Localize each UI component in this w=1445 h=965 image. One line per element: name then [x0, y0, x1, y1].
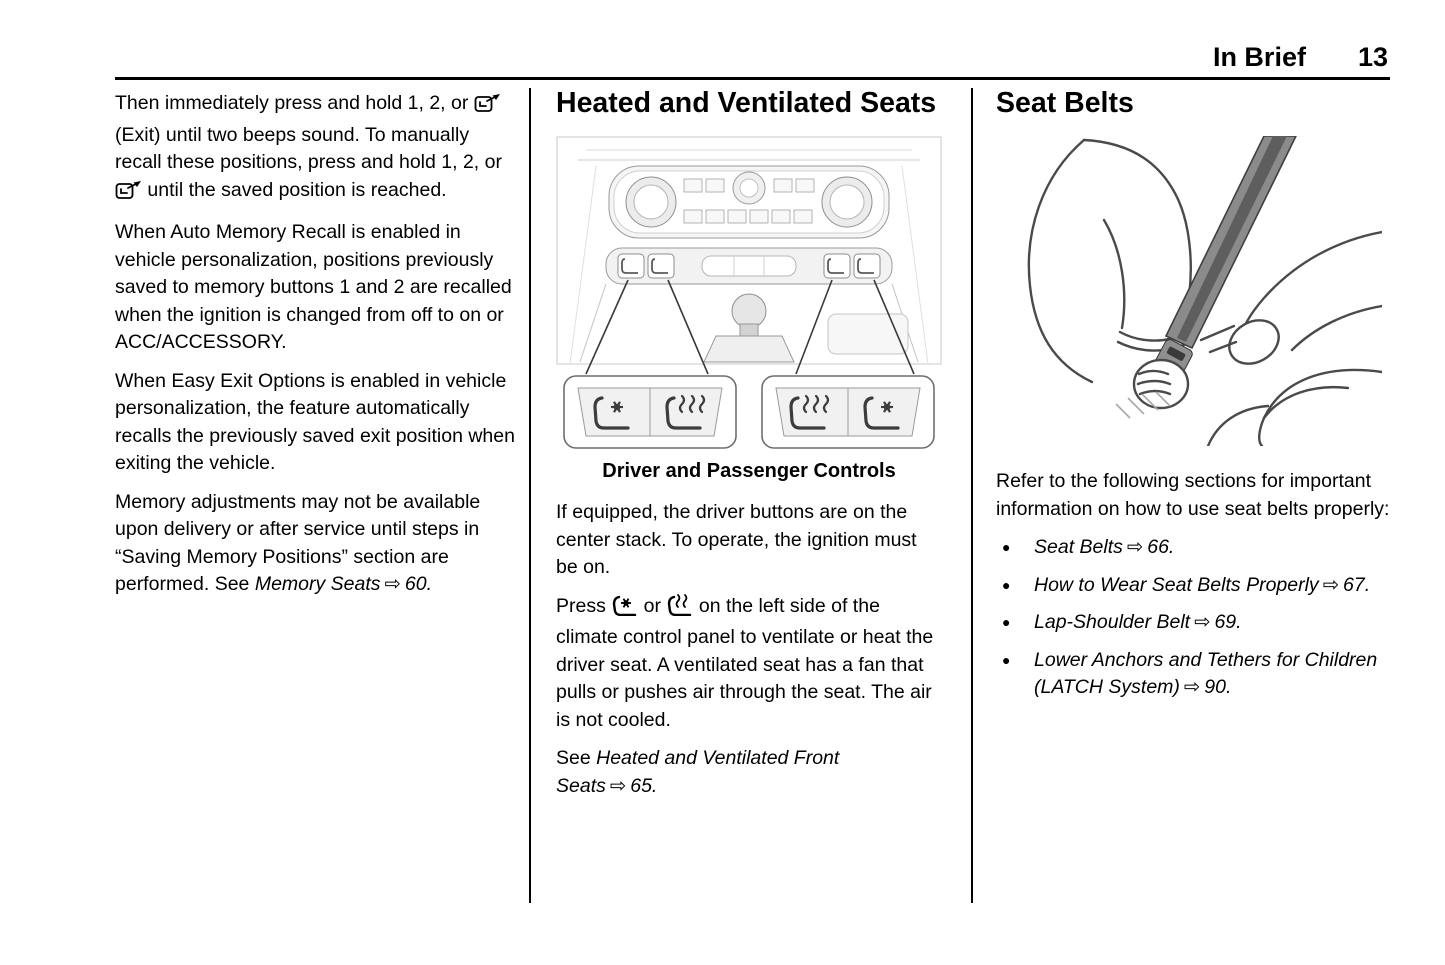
cross-reference: Memory Seats	[254, 573, 381, 595]
text-run: Press	[556, 594, 612, 617]
exit-icon	[115, 179, 142, 209]
cross-reference-page: 60.	[404, 573, 432, 595]
text-run: See	[556, 747, 597, 769]
paragraph-press-buttons	[556, 593, 942, 735]
reference-list-item	[996, 609, 1392, 637]
paragraph-if-equipped: If equipped, the driver buttons are on the center stack. To operate, the ignition must be on.	[556, 501, 917, 578]
paragraph-see-reference	[556, 745, 942, 800]
center-stack-illustration	[556, 136, 942, 454]
ref-arrow-icon: ⇨	[1183, 676, 1201, 698]
cross-reference-page: 69.	[1214, 611, 1242, 633]
text-run: until the saved position is reached.	[142, 178, 447, 201]
heated-seat-icon	[666, 593, 693, 625]
cross-reference-page: 90.	[1204, 676, 1232, 698]
text-run: Memory adjustments may not be available upon delivery or after service until steps in “Saving Memory Positions” section are performed. See	[115, 490, 481, 595]
section-heading-heated-ventilated-seats: Heated and Ventilated Seats	[556, 87, 937, 119]
seat-belt-reference-list	[996, 534, 1392, 702]
cross-reference: Heated and Ventilated Front Seats	[556, 747, 840, 797]
seat-belt-figure	[996, 136, 1392, 446]
column-left	[115, 90, 515, 610]
ref-arrow-icon: ⇨	[1194, 611, 1211, 633]
reference-list-item	[996, 572, 1392, 600]
paragraph-memory-adjustments	[115, 489, 515, 599]
cross-reference: Seat Belts	[1034, 536, 1123, 558]
header-rule	[115, 77, 1390, 80]
paragraph-easy-exit: When Easy Exit Options is enabled in vehicle personalization, the feature automatically recalls the previously saved exit position when exiting the vehicle.	[115, 369, 515, 474]
hand-gripping-buckle	[1134, 360, 1188, 408]
section-heading-seat-belts: Seat Belts	[996, 87, 1134, 119]
paragraph-memory-recall	[115, 90, 515, 208]
ref-arrow-icon: ⇨	[609, 774, 627, 797]
ref-arrow-icon: ⇨	[384, 573, 401, 595]
seat-belt-illustration	[996, 136, 1382, 446]
cross-reference-page: 65.	[630, 774, 658, 797]
paragraph-auto-memory-recall: When Auto Memory Recall is enabled in vehicle personalization, positions previously saved to memory buttons 1 and 2 are recalled when the ignition is changed from off to on or ACC/ACCESSORY.	[115, 221, 512, 353]
cross-reference: Lower Anchors and Tethers for Children (LATCH System)	[1034, 648, 1378, 698]
header-page-number: 13	[1357, 42, 1388, 72]
text-run: (Exit) until two beeps sound. To manually recall these positions, press and hold 1, 2, or	[115, 123, 502, 173]
page-header	[1213, 42, 1388, 73]
cross-reference-page: 66.	[1147, 536, 1175, 558]
reference-list-item	[996, 534, 1392, 562]
cross-reference: How to Wear Seat Belts Properly	[1034, 573, 1319, 596]
figure-caption: Driver and Passenger Controls	[602, 460, 896, 482]
column-divider-right	[971, 88, 973, 903]
ventilated-seat-icon	[611, 593, 638, 625]
reference-list-item	[996, 647, 1392, 702]
exit-icon	[474, 92, 501, 122]
header-section-title: In Brief	[1212, 42, 1306, 72]
paragraph-seat-belt-intro: Refer to the following sections for important information on how to use seat belts properly:	[996, 470, 1390, 520]
ref-arrow-icon: ⇨	[1322, 573, 1340, 596]
passenger-seat-button-panel	[762, 376, 934, 448]
column-middle	[556, 87, 942, 811]
column-divider-left	[529, 88, 531, 903]
ref-arrow-icon: ⇨	[1126, 536, 1144, 558]
cross-reference: Lap-Shoulder Belt	[1034, 611, 1191, 633]
center-stack-figure	[556, 136, 942, 454]
driver-seat-button-panel	[564, 376, 736, 448]
text-run: or	[638, 594, 667, 617]
cross-reference-page: 67.	[1343, 573, 1371, 596]
column-right	[996, 87, 1392, 712]
text-run: on the left side of the climate control panel to ventilate or heat the driver seat. A ventilated seat has a fan that pulls or pushes air through the seat. The air is not cooled.	[556, 594, 934, 731]
text-run: Then immediately press and hold 1, 2, or	[115, 92, 474, 114]
